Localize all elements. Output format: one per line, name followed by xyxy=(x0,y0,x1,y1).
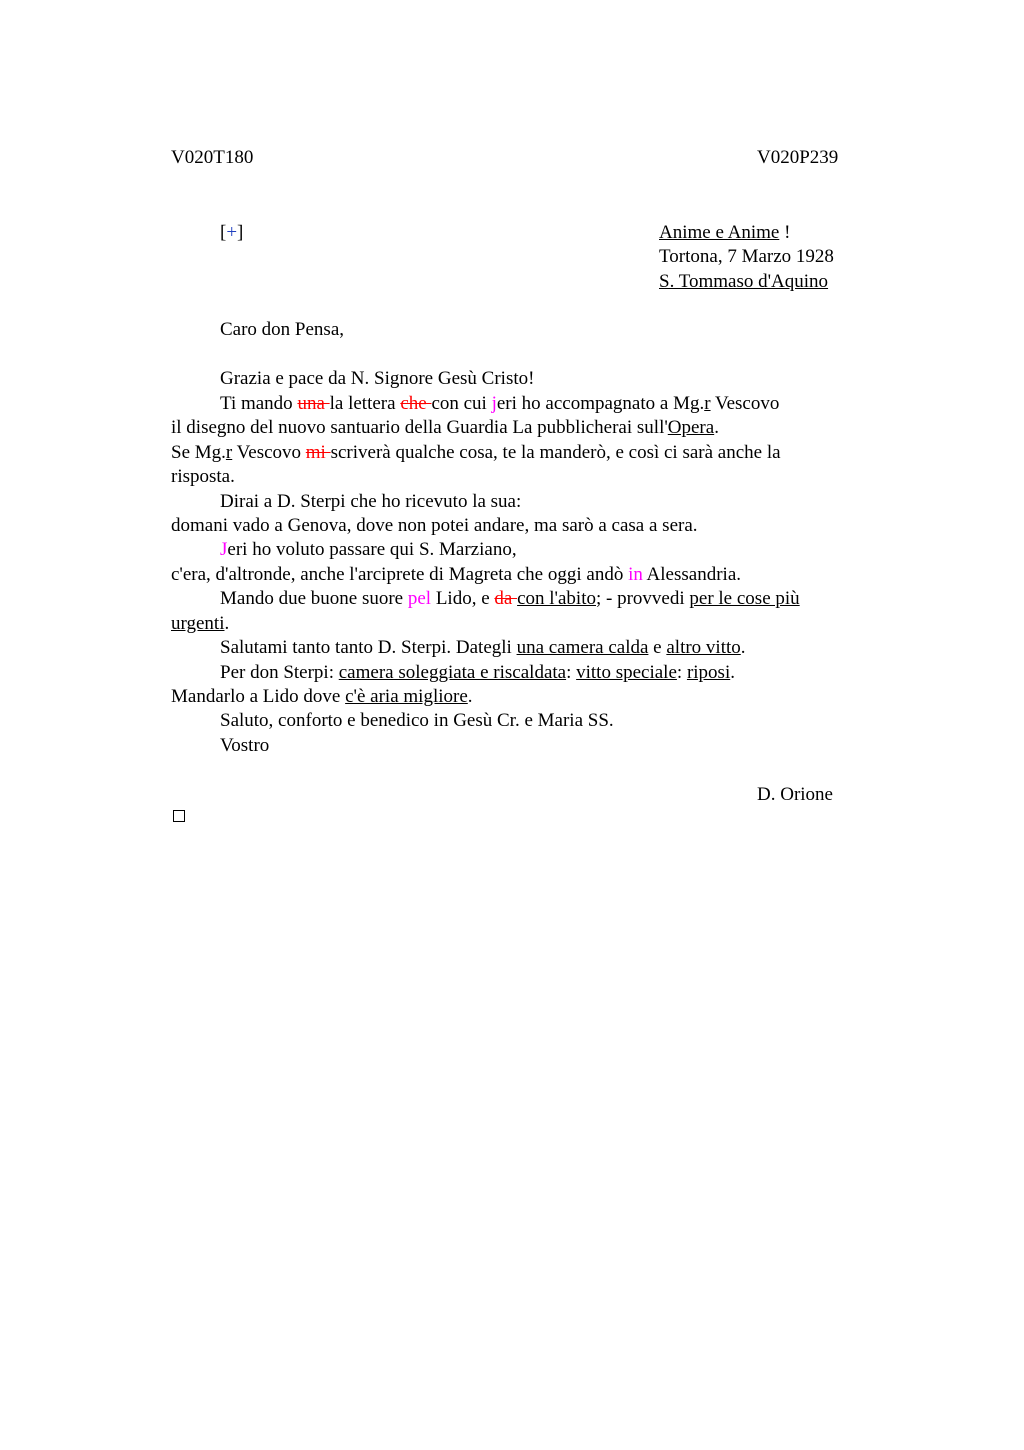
addition: in xyxy=(628,564,643,585)
body-line-3 xyxy=(171,416,719,440)
underlined-text: riposi xyxy=(686,662,731,683)
underlined-text: altro vitto xyxy=(666,637,741,658)
motto xyxy=(659,221,790,245)
underlined-text: vitto speciale xyxy=(576,662,677,683)
motto-text: Anime e Anime xyxy=(659,222,780,243)
place-date: Tortona, 7 Marzo 1928 xyxy=(659,246,834,267)
deletion: da xyxy=(494,588,518,609)
text: Mando due buone suore xyxy=(220,588,408,609)
cross-icon: + xyxy=(226,222,238,243)
text: Salutami tanto tanto D. Sterpi. Dategli xyxy=(220,637,517,658)
text: la lettera xyxy=(329,393,401,414)
deletion: una xyxy=(297,393,330,414)
body-line-12 xyxy=(220,636,746,660)
body-line-11 xyxy=(171,612,229,636)
text: Mandarlo a Lido dove xyxy=(171,686,346,707)
addition: J xyxy=(220,539,228,560)
underlined-text: Opera xyxy=(667,417,715,438)
text: c'era, d'altronde, anche l'arciprete di Magreta che oggi andò xyxy=(171,564,629,585)
text: : xyxy=(566,662,577,683)
body-line-8 xyxy=(220,538,517,562)
body-line-14 xyxy=(171,685,473,709)
underlined-text: r xyxy=(704,393,711,414)
body-line-7: domani vado a Genova, dove non potei andare, ma sarò a casa a sera. xyxy=(171,515,698,536)
text: . xyxy=(224,613,230,634)
closing-vostro: Vostro xyxy=(220,735,270,756)
text: . xyxy=(714,417,719,438)
text: e xyxy=(648,637,667,658)
body-line-4 xyxy=(171,441,781,465)
text: Vescovo xyxy=(232,442,306,463)
text: . xyxy=(467,686,473,707)
body-line-13 xyxy=(220,661,735,685)
underlined-text: per le cose più xyxy=(689,588,800,609)
body-line-6: Dirai a D. Sterpi che ho ricevuto la sua: xyxy=(220,491,522,512)
text: scriverà qualche cosa, te la manderò, e così ci sarà anche la xyxy=(330,442,781,463)
text: Lido, e xyxy=(431,588,495,609)
text: : xyxy=(676,662,687,683)
underlined-text: camera soleggiata e riscaldata xyxy=(338,662,567,683)
salutation: Caro don Pensa, xyxy=(220,319,345,340)
document-code-left: V020T180 xyxy=(171,147,254,168)
body-line-10 xyxy=(220,587,800,611)
text: Alessandria. xyxy=(642,564,742,585)
underlined-text: r xyxy=(225,442,233,463)
motto-mark: ! xyxy=(779,222,791,243)
body-line-15: Saluto, conforto e benedico in Gesù Cr. e Maria SS. xyxy=(220,710,614,731)
deletion: che xyxy=(400,393,432,414)
text: . xyxy=(730,662,735,683)
text: eri ho accompagnato a Mg. xyxy=(496,393,705,414)
cross-open-bracket: [ xyxy=(220,222,227,243)
deletion: mi xyxy=(305,442,331,463)
text: con cui xyxy=(431,393,492,414)
body-line-5: risposta. xyxy=(171,466,235,487)
body-line-1: Grazia e pace da N. Signore Gesù Cristo! xyxy=(220,368,535,389)
signature: D. Orione xyxy=(757,784,833,805)
feast-day: S. Tommaso d'Aquino xyxy=(659,271,829,292)
text: Vescovo xyxy=(710,393,780,414)
underlined-text: c'è aria migliore xyxy=(345,686,468,707)
underlined-text: una camera calda xyxy=(516,637,649,658)
text: . xyxy=(740,637,746,658)
addition: j xyxy=(491,393,497,414)
cross-mark xyxy=(220,221,243,245)
underlined-text: con l'abito xyxy=(517,588,596,609)
body-line-9 xyxy=(171,563,741,587)
body-line-2 xyxy=(220,392,779,416)
addition: pel xyxy=(407,588,432,609)
text: eri ho voluto passare qui S. Marziano, xyxy=(227,539,517,560)
underlined-text: urgenti xyxy=(171,613,225,634)
text: Per don Sterpi: xyxy=(220,662,339,683)
text: ; - provvedi xyxy=(595,588,690,609)
text: Ti mando xyxy=(220,393,298,414)
text: Se Mg. xyxy=(171,442,226,463)
document-code-right: V020P239 xyxy=(757,147,839,168)
cross-close-bracket: ] xyxy=(237,222,244,243)
text: il disegno del nuovo santuario della Guardia La pubblicherai sull' xyxy=(171,417,668,438)
end-box-icon xyxy=(173,810,185,822)
